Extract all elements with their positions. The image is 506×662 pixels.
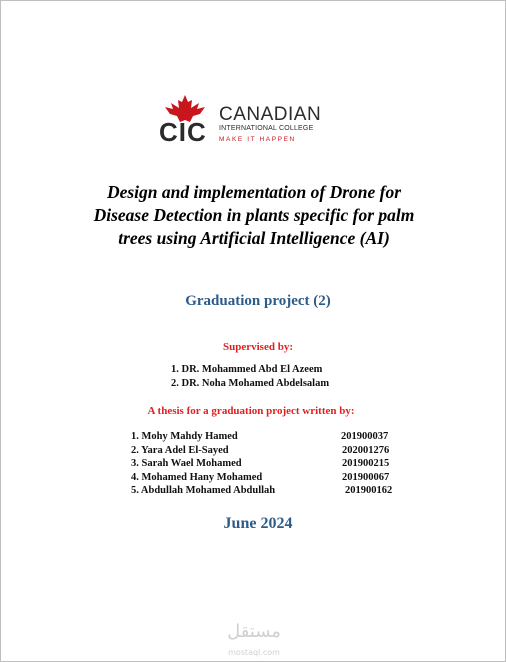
student-id: 201900162: [345, 485, 393, 496]
student-id: 201900215: [342, 458, 390, 469]
logo-subname: INTERNATIONAL COLLEGE: [219, 125, 314, 132]
watermark-logo: [219, 621, 289, 661]
student-name: 5. Abdullah Mohamed Abdullah: [131, 485, 276, 496]
student-name: 1. Mohy Mahdy Hamed: [131, 431, 238, 442]
title-line: Design and implementation of Drone for: [106, 182, 402, 202]
student-row: [131, 444, 411, 458]
student-name: 3. Sarah Wael Mohamed: [131, 458, 242, 469]
logo-name: CANADIAN: [219, 104, 322, 125]
student-row: [131, 457, 411, 471]
watermark-latin: mostaql.com: [228, 648, 280, 657]
student-id: 202001276: [342, 444, 390, 456]
title-line: trees using Artificial Intelligence (AI): [118, 228, 390, 248]
student-row: [131, 430, 411, 444]
student-list: [131, 430, 411, 498]
supervisor-item: 2. DR. Noha Mohamed Abdelsalam: [171, 378, 330, 389]
document-subtitle: Graduation project (2): [185, 293, 331, 309]
document-date: June 2024: [223, 515, 293, 532]
logo-abbr: CIC: [159, 117, 207, 147]
thesis-label: A thesis for a graduation project written by:: [147, 405, 355, 417]
student-id: 201900037: [341, 431, 389, 442]
supervised-label: Supervised by:: [223, 341, 293, 353]
watermark-arabic: مستقل: [227, 621, 281, 642]
student-name: 2. Yara Adel El-Sayed: [131, 444, 229, 456]
supervisor-item: 1. DR. Mohammed Abd El Azeem: [171, 364, 323, 375]
student-name: 4. Mohamed Hany Mohamed: [131, 471, 263, 483]
student-row: [131, 484, 411, 498]
logo-tagline: MAKE IT HAPPEN: [219, 136, 296, 143]
student-id: 201900067: [342, 471, 390, 483]
title-line: Disease Detection in plants specific for palm: [93, 205, 415, 225]
document-title: [41, 181, 467, 250]
college-logo: [155, 94, 325, 150]
student-row: [131, 471, 411, 485]
supervisor-list: [171, 363, 329, 391]
